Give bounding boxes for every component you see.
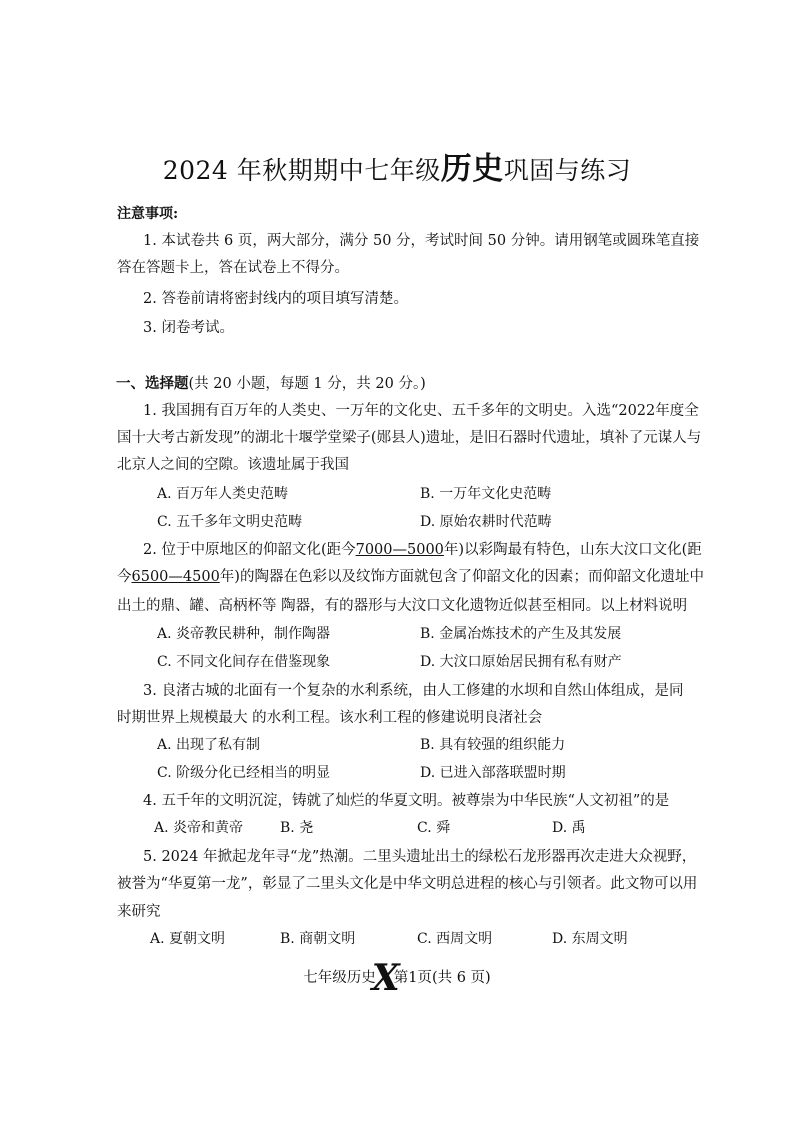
notice-item-3: 3. 闭卷考试。 (143, 320, 234, 336)
q2-option-a: A. 炎帝教民耕种，制作陶器 (157, 626, 331, 642)
footer-page-number: 第1页(共 6 页) (393, 970, 491, 986)
q5-option-a: A. 夏朝文明 (150, 931, 226, 947)
q1-line-1: 1. 我国拥有百万年的人类史、一万年的文化史、五千多年的文明史。入选“2022年度全 (143, 403, 699, 419)
q2-line-2 (117, 565, 704, 586)
section-description: (共 20 小题，每题 1 分，共 20 分。) (188, 376, 426, 392)
q4-option-d: D. 禹 (552, 820, 586, 836)
q1-line-3: 北京人之间的空隙。该遗址属于我国 (117, 457, 349, 473)
notice-item-1-line-1: 1. 本试卷共 6 页，两大部分，满分 50 分，考试时间 50 分钟。请用钢笔或圆珠笔直接 (143, 233, 700, 249)
q3-line-1: 3. 良渚古城的北面有一个复杂的水利系统，由人工修建的水坝和自然山体组成，是同 (143, 683, 684, 699)
q2-date-range-1: 7000—5000 (355, 542, 444, 558)
footer-subject: 七年级历史 (303, 970, 376, 986)
q2-line-2-text-b: 年)的陶器在色彩以及纹饰方面就包含了仰韶文化的因素；而仰韶文化遗址中 (219, 569, 704, 585)
q5-line-1: 5. 2024 年掀起龙年寻“龙”热潮。二里头遗址出土的绿松石龙形器再次走进大众视野， (143, 849, 697, 865)
q2-option-c: C. 不同文化间存在借鉴现象 (157, 654, 331, 670)
q4-option-a: A. 炎帝和黄帝 (154, 820, 244, 836)
q1-option-a: A. 百万年人类史范畴 (157, 486, 289, 502)
q4-line-1: 4. 五千年的文明沉淀，铸就了灿烂的华夏文明。被尊崇为中华民族“人文初祖”的是 (143, 793, 670, 809)
q5-option-d: D. 东周文明 (552, 931, 628, 947)
q5-line-3: 来研究 (117, 904, 161, 920)
x-mark-icon: X (371, 957, 400, 999)
q3-line-2: 时期世界上规模最大 的水利工程。该水利工程的修建说明良渚社会 (117, 710, 543, 726)
q5-option-c: C. 西周文明 (417, 931, 493, 947)
q5-line-2: 被誉为“华夏第一龙”，彰显了二里头文化是中华文明总进程的核心与引领者。此文物可以用 (117, 876, 698, 892)
q2-line-2-text-a: 今 (117, 569, 132, 585)
q3-option-b: B. 具有较强的组织能力 (420, 737, 566, 753)
q2-line-1-text-b: 年)以彩陶最有特色，山东大汶口文化(距 (443, 542, 702, 558)
q1-option-d: D. 原始农耕时代范畴 (420, 514, 552, 530)
q3-option-d: D. 已进入部落联盟时期 (420, 765, 566, 781)
notice-item-2: 2. 答卷前请将密封线内的项目填写清楚。 (143, 291, 408, 307)
q1-option-b: B. 一万年文化史范畴 (420, 486, 552, 502)
page-title (0, 143, 794, 188)
notice-item-1-line-2: 答在答题卡上，答在试卷上不得分。 (117, 260, 349, 276)
q2-line-1 (143, 538, 702, 559)
q3-option-a: A. 出现了私有制 (157, 737, 261, 753)
q2-line-3: 出土的鼎、罐、高柄杯等 陶器，有的器形与大汶口文化遗物近似甚至相同。以上材料说明 (117, 598, 688, 614)
page-footer (0, 957, 794, 999)
q2-date-range-2: 6500—4500 (131, 569, 220, 585)
section-heading (116, 372, 426, 393)
title-subject: 历史 (440, 151, 504, 187)
q5-option-b: B. 商朝文明 (280, 931, 356, 947)
q2-option-d: D. 大汶口原始居民拥有私有财产 (420, 654, 622, 670)
q4-option-c: C. 舜 (417, 820, 451, 836)
q2-option-b: B. 金属冶炼技术的产生及其发展 (420, 626, 622, 642)
notice-heading: 注意事项: (117, 206, 179, 222)
q4-option-b: B. 尧 (280, 820, 314, 836)
section-label: 一、选择题 (116, 375, 189, 392)
q3-option-c: C. 阶级分化已经相当的明显 (157, 765, 331, 781)
q1-line-2: 国十大考古新发现”的湖北十堰学堂梁子(郧县人)遗址，是旧石器时代遗址，填补了元谋人与 (117, 430, 702, 446)
title-suffix: 巩固与练习 (503, 156, 632, 185)
q2-line-1-text-a: 2. 位于中原地区的仰韶文化(距今 (143, 542, 356, 558)
q1-option-c: C. 五千多年文明史范畴 (157, 514, 303, 530)
title-prefix: 2024 年秋期期中七年级 (162, 156, 441, 185)
